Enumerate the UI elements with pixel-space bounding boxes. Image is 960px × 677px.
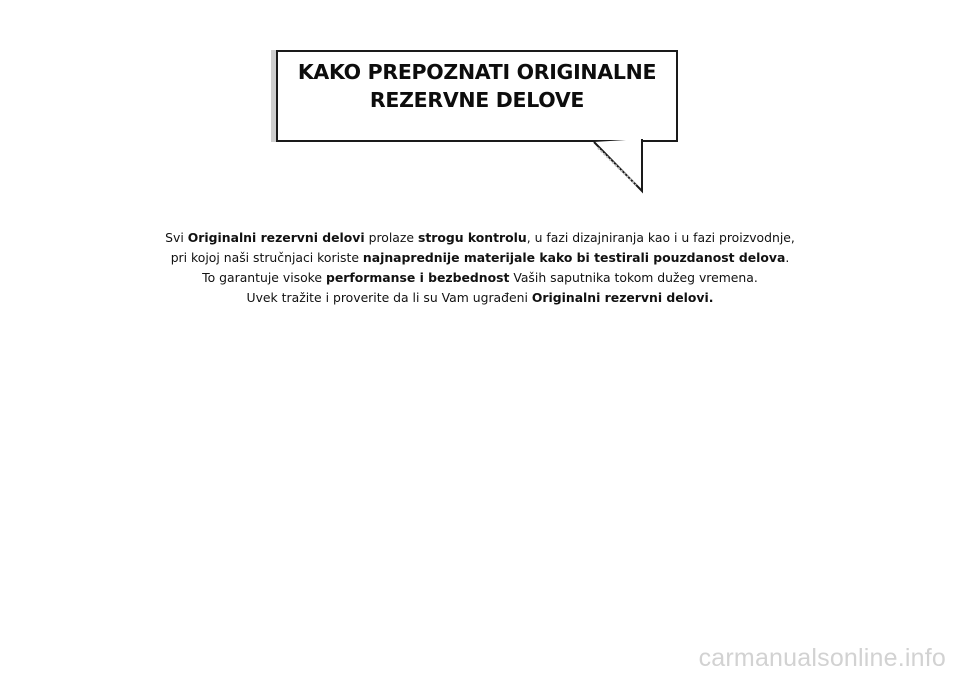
text: To garantuje visoke xyxy=(202,270,326,285)
emphasis-text: najnaprednije materijale kako bi testirali pouzdanost delova xyxy=(362,250,786,265)
text: . xyxy=(785,250,790,265)
emphasis-text: Originalni rezervni delovi xyxy=(187,230,365,245)
paragraph-line-2 xyxy=(100,248,860,268)
text: prolaze xyxy=(364,230,418,245)
title-line-1: KAKO PREPOZNATI ORIGINALNE xyxy=(297,60,657,84)
emphasis-text: strogu kontrolu xyxy=(417,230,527,245)
emphasis-text: performanse i bezbednost xyxy=(325,270,510,285)
paragraph-line-1 xyxy=(100,228,860,248)
text: pri kojoj naši stručnjaci koriste xyxy=(170,250,363,265)
text: Uvek tražite i proverite da li su Vam ugrađeni xyxy=(246,290,532,305)
paragraph-line-3 xyxy=(100,268,860,288)
text: , u fazi dizajniranja kao i u fazi proizvodnje, xyxy=(526,230,795,245)
text: Svi xyxy=(165,230,188,245)
paragraph-line-4 xyxy=(100,288,860,308)
speech-bubble-tail xyxy=(590,139,650,194)
watermark: carmanualsonline.info xyxy=(698,644,946,672)
page-title xyxy=(278,58,676,114)
emphasis-text: Originalni rezervni delovi. xyxy=(531,290,714,305)
intro-paragraph xyxy=(100,228,860,308)
text: Vaših saputnika tokom dužeg vremena. xyxy=(509,270,758,285)
title-line-2: REZERVNE DELOVE xyxy=(369,88,585,112)
